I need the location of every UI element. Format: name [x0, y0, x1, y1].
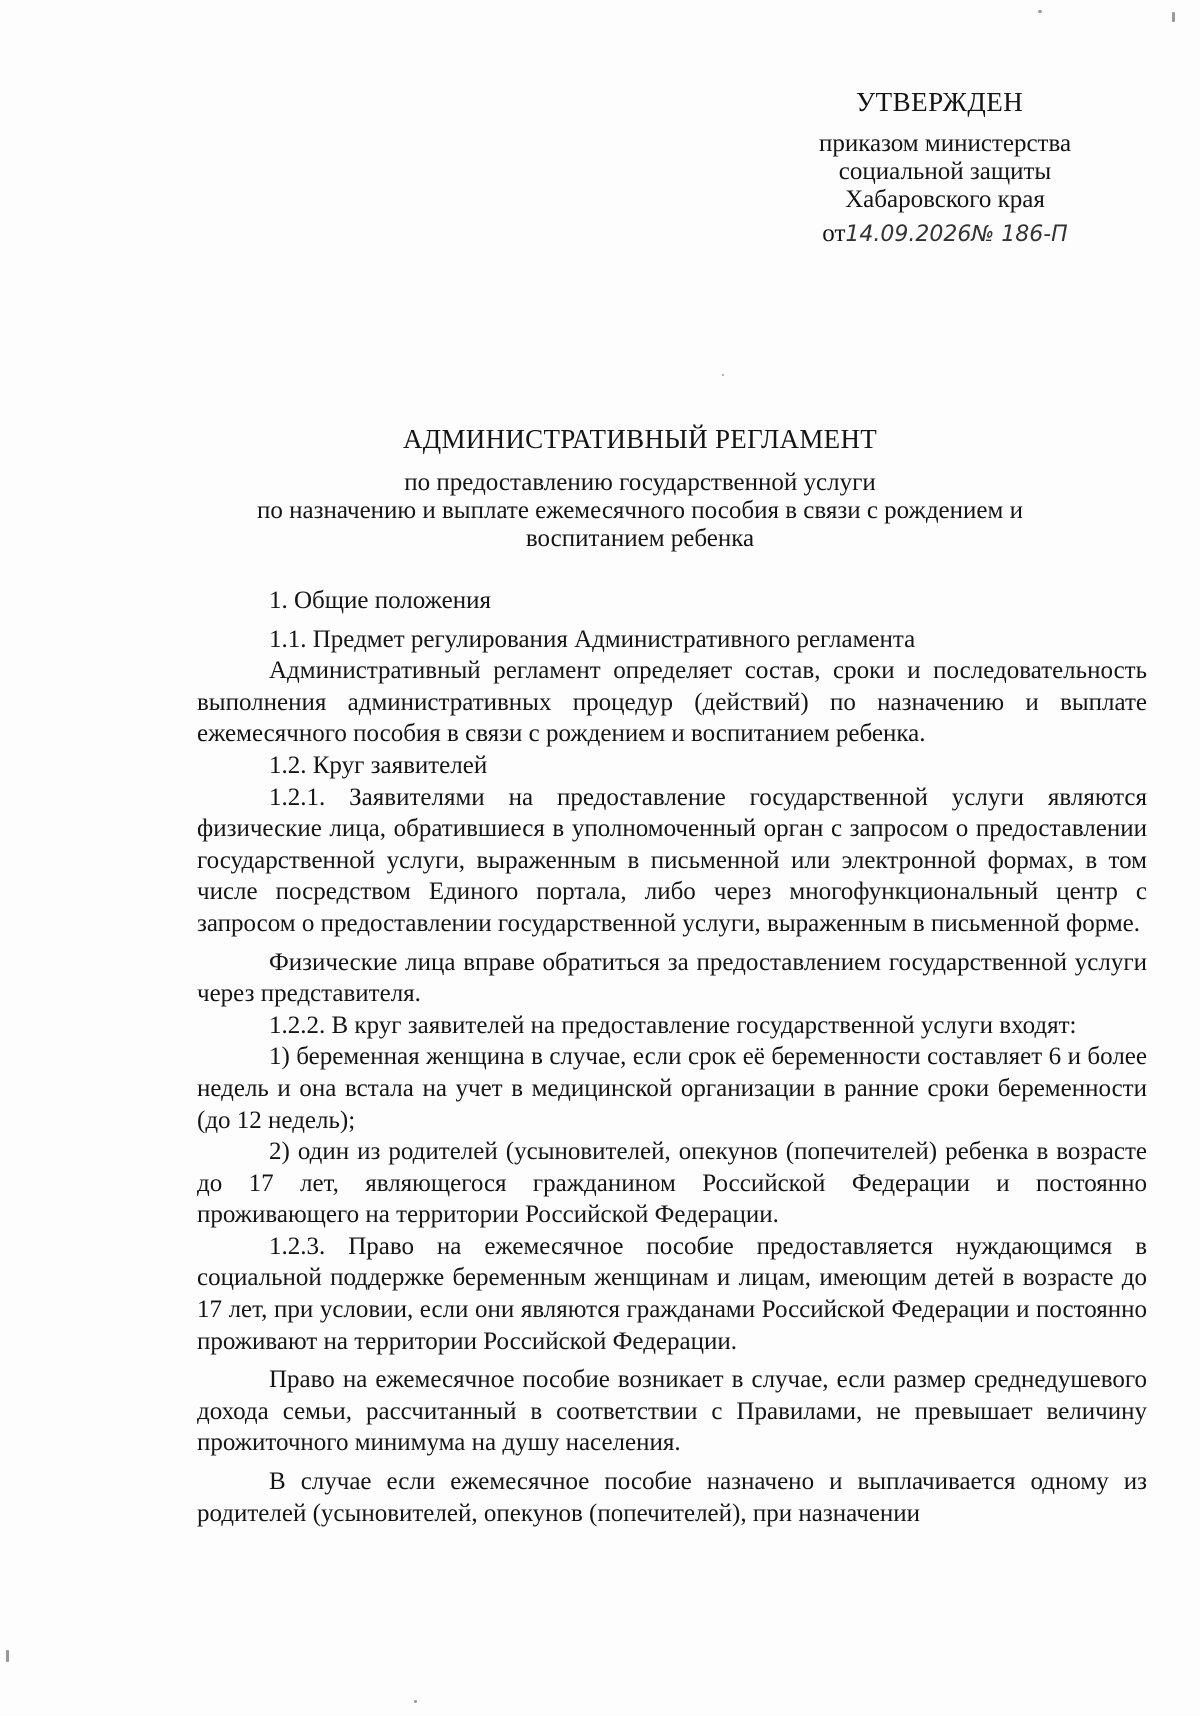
subsection-heading-1-2: 1.2. Круг заявителей: [269, 751, 488, 779]
approval-line-3: Хабаровского края: [845, 186, 1045, 213]
approval-heading: УТВЕРЖДЕН: [856, 87, 1024, 117]
paragraph-1-2-3: 1.2.3. Право на ежемесячное пособие предоставляется нуждающимся в социальной поддержке беременным женщинам и лицам, имеющим детей в возрасте до 17 лет, при условии, если они являются гражданами Российской Федерации и постоянно проживают на территории Российской Федерации.: [197, 1232, 1147, 1355]
document-title-block: [160, 424, 1120, 553]
document-subtitle-line-1: по предоставлению государственной услуги: [404, 469, 876, 496]
subsection-heading-1-1: 1.1. Предмет регулирования Административного регламента: [269, 625, 916, 653]
section-heading-general: 1. Общие положения: [269, 587, 491, 614]
scan-speck: [414, 1700, 417, 1703]
paragraph-1-2-1: 1.2.1. Заявителями на предоставление государственной услуги являются физические лица, обратившиеся в уполномоченный орган с запросом о предоставлении государственной услуги, выраженным в письменной или электронной формах, в том числе посредством Единого портала, либо через многофункциональный центр с запросом о предоставлении государственной услуги, выраженным в письменной форме.: [197, 783, 1147, 937]
order-handwritten-number: 14.09.2026№ 186-П: [845, 222, 1068, 247]
paragraph-case-assigned: В случае если ежемесячное пособие назначено и выплачивается одному из родителей (усыновителей, опекунов (попечителей), при назначении: [197, 1468, 1147, 1527]
order-prefix: от: [822, 220, 846, 247]
document-subtitle-line-2: по назначению и выплате ежемесячного пособия в связи с рождением и: [257, 497, 1023, 524]
scan-speck: [722, 374, 724, 376]
paragraph-right-to-allowance: Право на ежемесячное пособие возникает в случае, если размер среднедушевого дохода семьи, рассчитанный в соответствии с Правилами, не превышает величину прожиточного минимума на душу населения.: [197, 1366, 1147, 1457]
scan-speck: [6, 1650, 9, 1662]
scan-speck: [1172, 12, 1175, 22]
document-title: АДМИНИСТРАТИВНЫЙ РЕГЛАМЕНТ: [402, 424, 878, 454]
document-subtitle-line-3: воспитанием ребенка: [525, 525, 755, 552]
approval-line-2: социальной защиты: [838, 158, 1052, 185]
order-number-line: [780, 220, 1110, 249]
paragraph-representative: Физические лица вправе обратиться за предоставлением государственной услуги через представителя.: [197, 948, 1147, 1008]
approval-line-1: приказом министерства: [818, 130, 1072, 157]
paragraph-1-2-2: 1.2.2. В круг заявителей на предоставление государственной услуги входят:: [269, 1011, 1077, 1039]
list-item-1: 1) беременная женщина в случае, если срок её беременности составляет 6 и более недель и она встала на учет в медицинской организации в ранние сроки беременности (до 12 недель);: [197, 1043, 1147, 1134]
document-body: [197, 585, 1147, 1529]
paragraph-regulation-scope: Административный регламент определяет состав, сроки и последовательность выполнения административных процедур (действий) по назначению и выплате ежемесячного пособия в связи с рождением и воспитанием ребенка.: [197, 657, 1147, 748]
list-item-2: 2) один из родителей (усыновителей, опекунов (попечителей) ребенка в возрасте до 17 лет, являющегося гражданином Российской Федерации и постоянно проживающего на территории Российской Федерации.: [197, 1138, 1147, 1229]
approval-stamp-block: [780, 88, 1110, 249]
scan-speck: [1038, 10, 1042, 13]
